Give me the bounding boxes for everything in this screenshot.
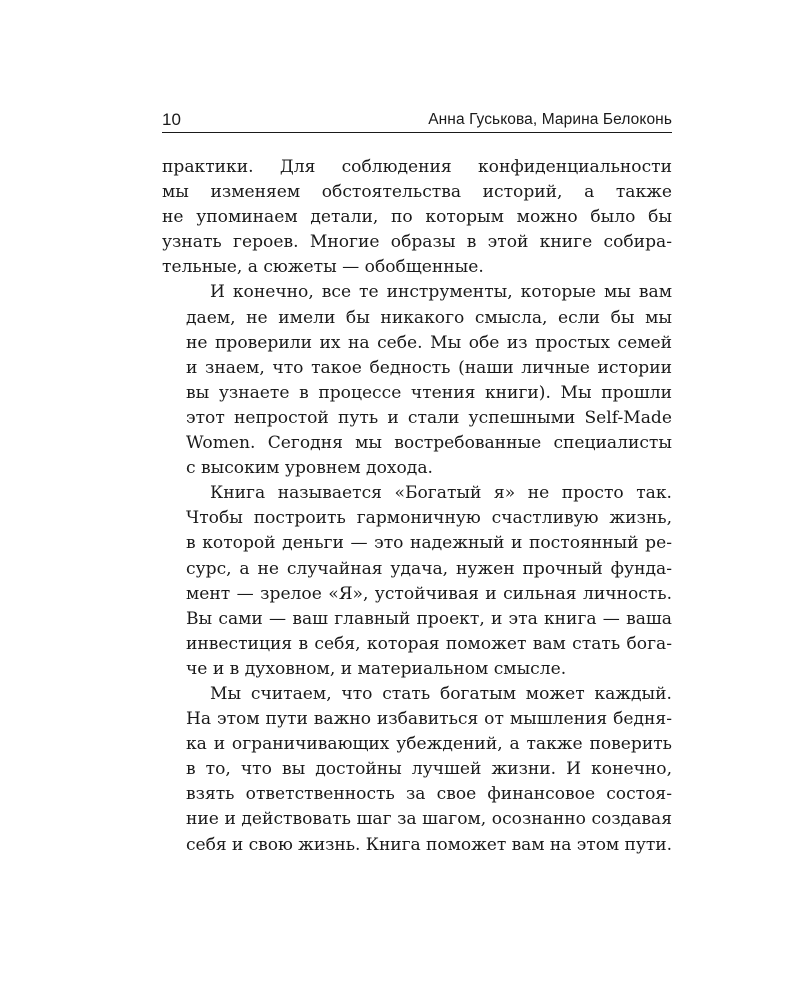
text-line: че и в духовном, и материальном смысле. xyxy=(186,658,567,679)
text-line: практики. Для соблюдения конфиденциальности xyxy=(162,157,672,177)
text-line: узнать героев. Многие образы в этой книге собира- xyxy=(162,232,672,253)
text-line: И конечно, все те инструменты, которые мы вам xyxy=(210,282,672,303)
text-line: взять ответственность за свое финансовое состоя- xyxy=(186,784,672,805)
text-line: ка и ограничивающих убеждений, а также поверить xyxy=(186,734,672,755)
text-line: инвестиция в себя, которая поможет вам стать бога- xyxy=(186,633,672,654)
text-line: в которой деньги — это надежный и постоянный ре- xyxy=(186,533,672,554)
paragraph-1 xyxy=(162,155,672,280)
text-line: и знаем, что такое бедность (наши личные истории xyxy=(186,357,672,378)
text-line: не проверили их на себе. Мы обе из простых семей xyxy=(186,332,672,353)
text-line: Мы считаем, что стать богатым может каждый. xyxy=(210,683,672,704)
body-text xyxy=(162,155,672,858)
text-line: тельные, а сюжеты — обобщенные. xyxy=(162,257,484,278)
page-header xyxy=(162,106,672,133)
paragraph-2 xyxy=(162,280,672,481)
text-line: Чтобы построить гармоничную счастливую жизнь, xyxy=(186,508,672,529)
text-line: На этом пути важно избавиться от мышления бедня- xyxy=(186,709,672,730)
text-line: себя и свою жизнь. Книга поможет вам на этом пути. xyxy=(186,834,673,855)
page-number: 10 xyxy=(162,110,181,129)
text-line: Вы сами — ваш главный проект, и эта книга — ваша xyxy=(186,608,672,629)
running-head-authors: Анна Гуськова, Марина Белоконь xyxy=(428,111,672,128)
text-line: не упоминаем детали, по которым можно было бы xyxy=(162,207,672,228)
text-line: с высоким уровнем дохода. xyxy=(186,458,433,479)
text-line: вы узнаете в процессе чтения книги). Мы прошли xyxy=(186,382,672,403)
paragraph-3 xyxy=(162,481,672,682)
text-line: даем, не имели бы никакого смысла, если бы мы xyxy=(186,307,672,328)
text-line: сурс, а не случайная удача, нужен прочный фунда- xyxy=(186,558,672,579)
text-line: Women. Сегодня мы востребованные специалисты xyxy=(186,433,672,454)
text-line: мы изменяем обстоятельства историй, а также xyxy=(162,182,673,203)
text-line: ние и действовать шаг за шагом, осознанно создавая xyxy=(186,809,672,830)
text-line: в то, что вы достойны лучшей жизни. И конечно, xyxy=(186,759,673,780)
paragraph-4 xyxy=(162,682,672,858)
text-line: мент — зрелое «Я», устойчивая и сильная личность. xyxy=(186,583,672,604)
text-line: Книга называется «Богатый я» не просто так. xyxy=(210,483,672,504)
text-line: этот непростой путь и стали успешными Self-Made xyxy=(186,407,672,428)
